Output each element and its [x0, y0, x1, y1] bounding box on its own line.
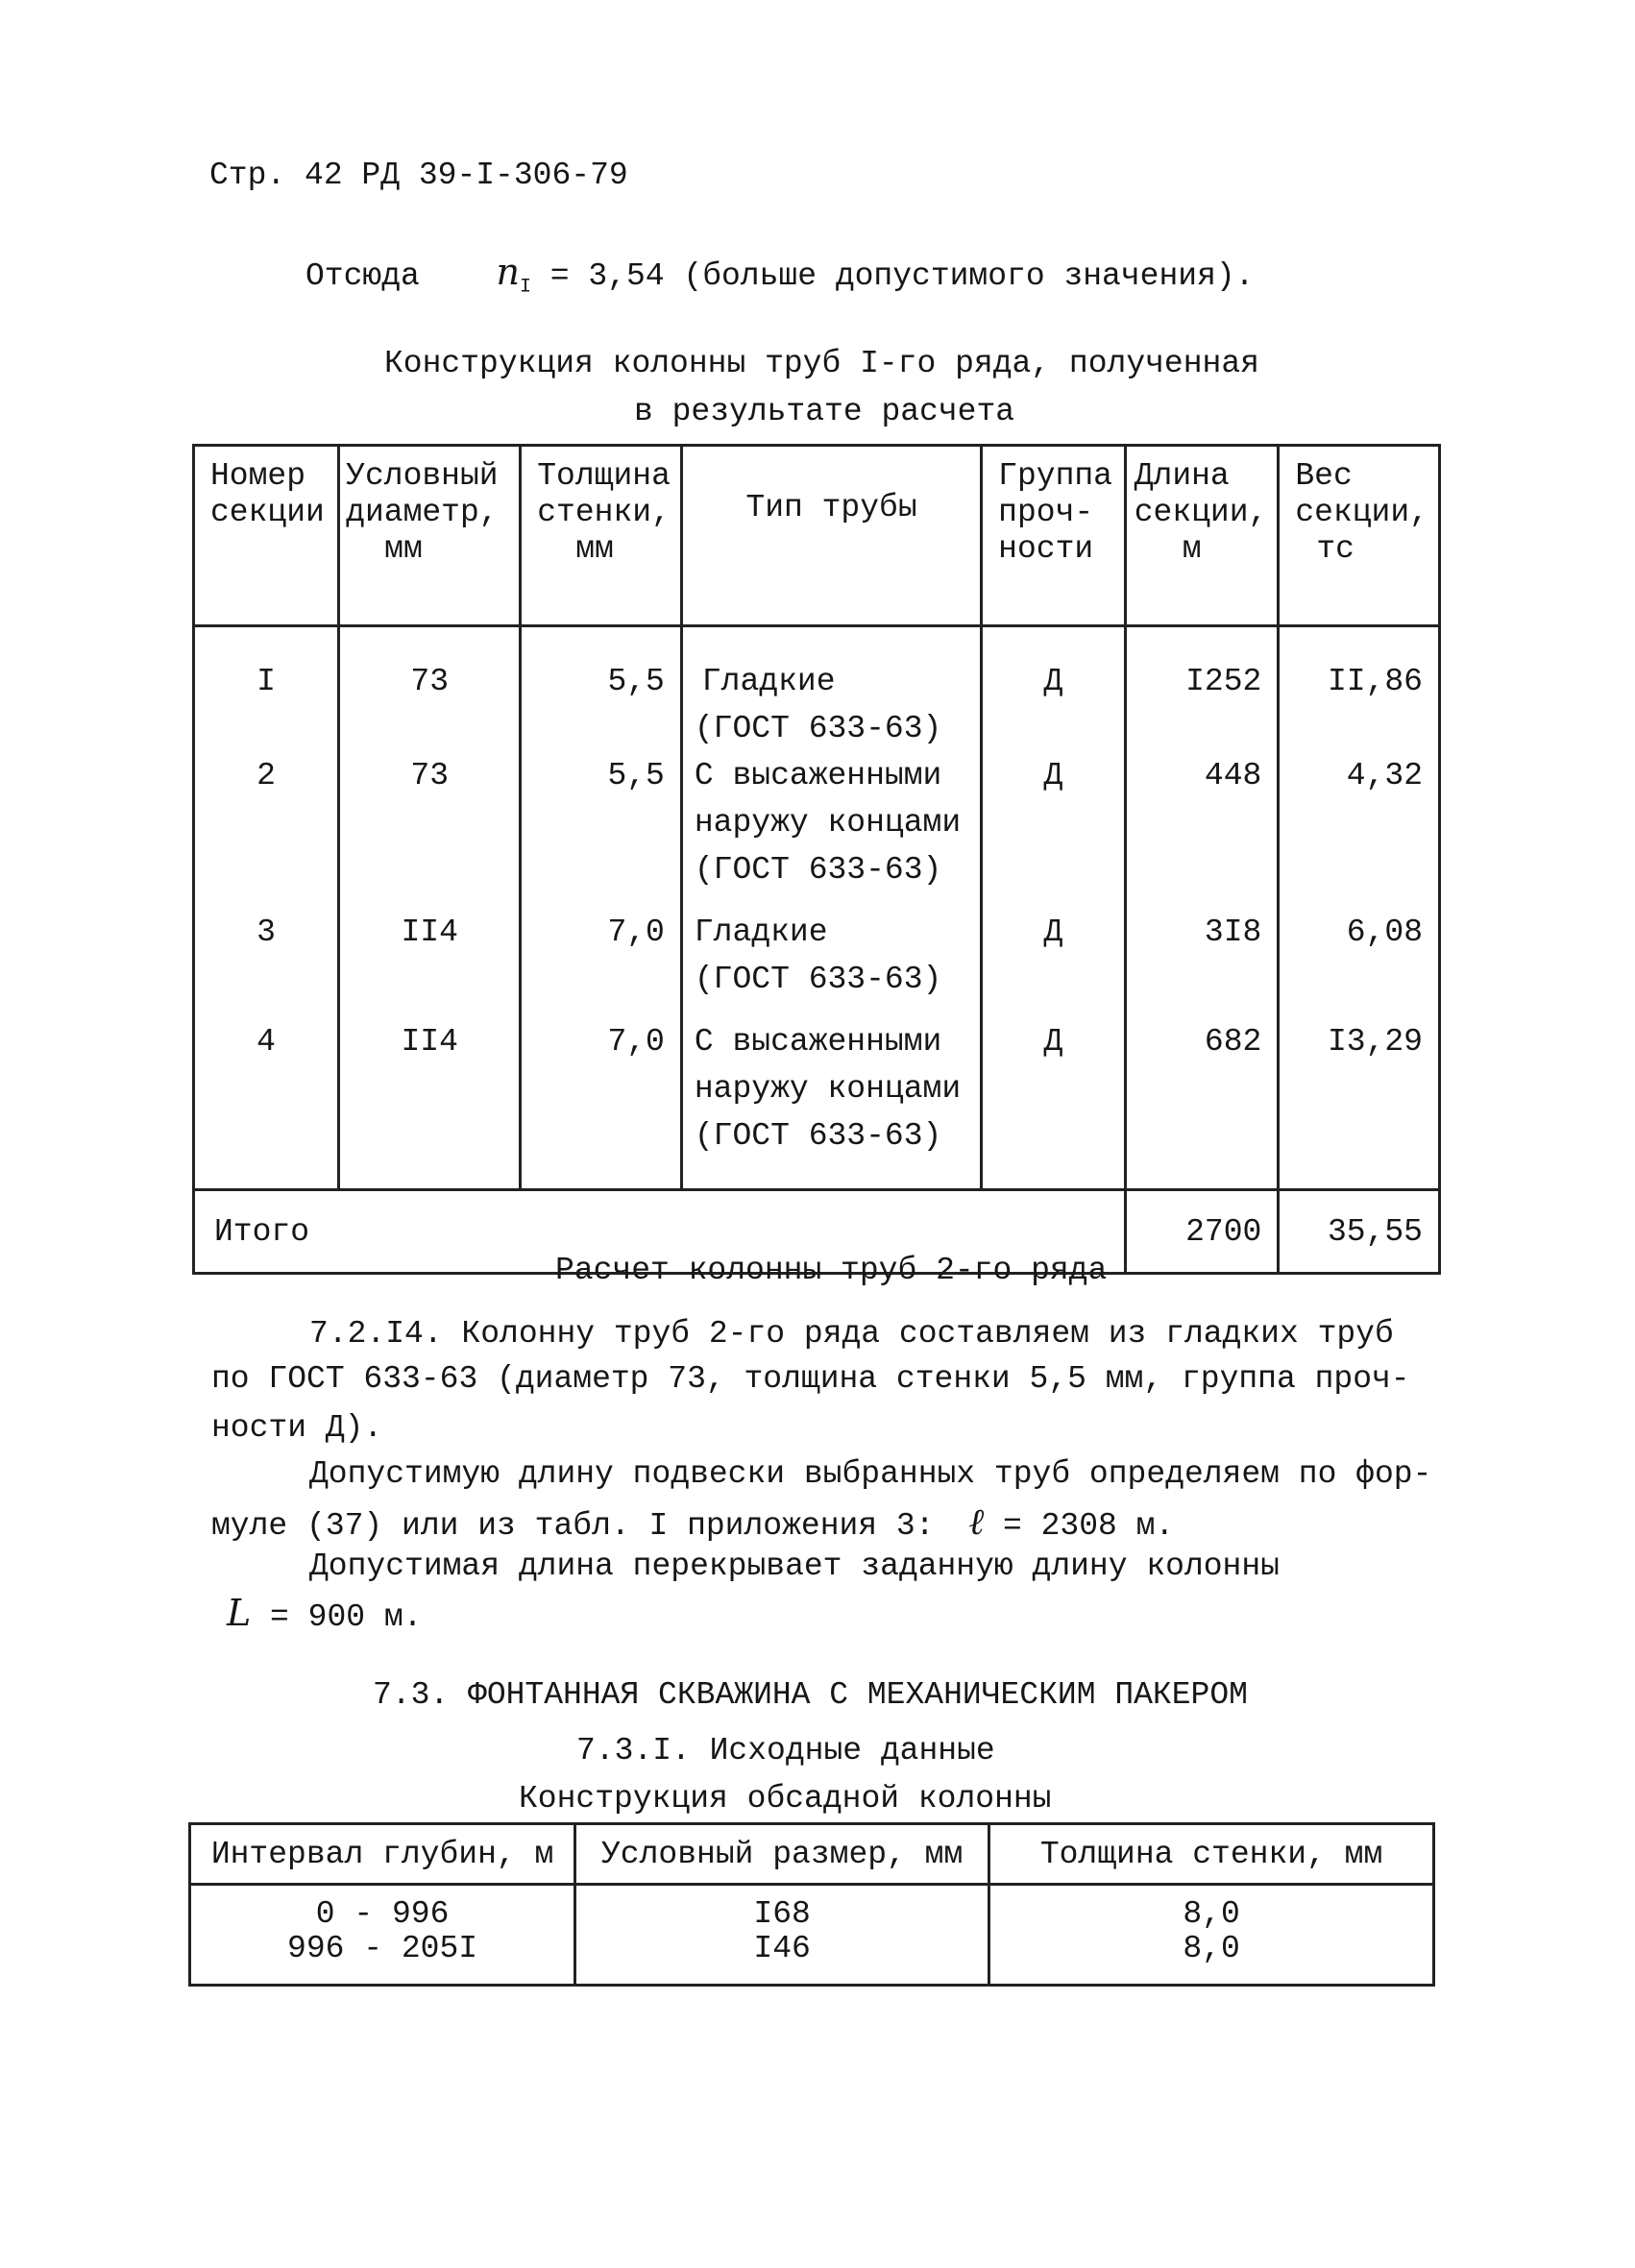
page-header: Стр. 42 РД 39-I-306-79	[209, 158, 628, 193]
total-label: Итого	[194, 1190, 1126, 1274]
section2-paragraph3-line1: Допустимая длина перекрывает заданную длину колонны	[309, 1549, 1280, 1584]
diameter-cell: 73	[339, 752, 521, 893]
col-header-wall-thickness: Толщина стенки, мм	[521, 446, 682, 626]
allowed-length-value: = 2308 м.	[1002, 1508, 1175, 1544]
hence-prefix: Отсюда	[305, 258, 420, 294]
length-cell: 448	[1125, 752, 1279, 893]
col-header-pipe-type: Тип трубы	[681, 446, 981, 626]
section-number-cell: 4	[194, 1003, 339, 1190]
weight-cell: I3,29	[1279, 1003, 1440, 1190]
section2-paragraph1-line3: ности Д).	[211, 1410, 383, 1446]
length-cell: 3I8	[1125, 893, 1279, 1003]
group-cell: Д	[982, 1003, 1126, 1190]
col-header-diameter: Условный диаметр, мм	[339, 446, 521, 626]
section2-paragraph2-line1: Допустимую длину подвески выбранных труб определяем по фор-	[309, 1456, 1432, 1492]
col-header-depth-interval: Интервал глубин, м	[190, 1824, 575, 1885]
table-row	[190, 1885, 1434, 1986]
pipe-type-cell: С высаженными наружу концами (ГОСТ 633-63)	[681, 1003, 981, 1190]
col-header-section-weight: Вес секции, тс	[1279, 446, 1440, 626]
pipe-type-cell: С высаженными наружу концами (ГОСТ 633-63)	[681, 752, 981, 893]
length-cell: 682	[1125, 1003, 1279, 1190]
wall-cell: 5,5	[521, 752, 682, 893]
casing-table-header-row	[190, 1824, 1434, 1885]
section2-paragraph3-line2	[227, 1592, 423, 1635]
total-weight: 35,55	[1279, 1190, 1440, 1274]
l-variable: ℓ	[968, 1500, 985, 1543]
wall-thickness-cell: 8,0 8,0	[989, 1885, 1434, 1986]
wall-cell: 5,5	[521, 626, 682, 753]
group-cell: Д	[982, 752, 1126, 893]
hence-line	[305, 251, 1255, 299]
section2-paragraph1-line2: по ГОСТ 633-63 (диаметр 73, толщина стенки 5,5 мм, группа проч-	[211, 1361, 1410, 1397]
section73-subtitle: 7.3.I. Исходные данные	[576, 1733, 995, 1768]
column-length-value: = 900 м.	[270, 1599, 423, 1635]
weight-cell: II,86	[1279, 626, 1440, 753]
col-header-section-number: Номер секции	[194, 446, 339, 626]
wall-cell: 7,0	[521, 1003, 682, 1190]
table1-header-row	[194, 446, 1440, 626]
table1-title-line2: в результате расчета	[634, 394, 1015, 429]
section-number-cell: 3	[194, 893, 339, 1003]
table1-title-line1: Конструкция колонны труб I-го ряда, полученная	[384, 346, 1259, 381]
col-header-strength-group: Группа проч- ности	[982, 446, 1126, 626]
wall-cell: 7,0	[521, 893, 682, 1003]
length-cell: I252	[1125, 626, 1279, 753]
pipe-string-table	[192, 444, 1441, 1275]
depth-interval-cell: 0 - 996 996 - 205I	[190, 1885, 575, 1986]
group-cell: Д	[982, 626, 1126, 753]
n-variable: n	[496, 251, 520, 293]
weight-cell: 4,32	[1279, 752, 1440, 893]
col-header-wall-thickness: Толщина стенки, мм	[989, 1824, 1434, 1885]
col-header-section-length: Длина секции, м	[1125, 446, 1279, 626]
casing-table	[188, 1822, 1435, 1987]
diameter-cell: II4	[339, 893, 521, 1003]
weight-cell: 6,08	[1279, 893, 1440, 1003]
pipe-type-cell: Гладкие (ГОСТ 633-63)	[681, 626, 981, 753]
table-row	[194, 1003, 1440, 1190]
diameter-cell: 73	[339, 626, 521, 753]
diameter-cell: II4	[339, 1003, 521, 1190]
section2-title: Расчет колонны труб 2-го ряда	[555, 1253, 1108, 1288]
casing-table-title: Конструкция обсадной колонны	[519, 1781, 1052, 1817]
n-subscript: I	[519, 276, 531, 299]
section2-paragraph1-line1: 7.2.I4. Колонну труб 2-го ряда составляем из гладких труб	[309, 1316, 1394, 1352]
table-row	[194, 752, 1440, 893]
table-row	[194, 893, 1440, 1003]
section-number-cell: I	[194, 626, 339, 753]
pipe-type-cell: Гладкие (ГОСТ 633-63)	[681, 893, 981, 1003]
section2-paragraph2-line2	[211, 1500, 1175, 1544]
section73-title: 7.3. ФОНТАННАЯ СКВАЖИНА С МЕХАНИЧЕСКИМ ПАКЕРОМ	[373, 1677, 1248, 1713]
group-cell: Д	[982, 893, 1126, 1003]
nominal-size-cell: I68 I46	[575, 1885, 989, 1986]
formula-text: муле (37) или из табл. I приложения 3:	[211, 1508, 935, 1544]
L-variable: L	[227, 1592, 252, 1634]
col-header-nominal-size: Условный размер, мм	[575, 1824, 989, 1885]
hence-rest: = 3,54 (больше допустимого значения).	[549, 258, 1255, 294]
section-number-cell: 2	[194, 752, 339, 893]
total-length: 2700	[1125, 1190, 1279, 1274]
table-row	[194, 626, 1440, 753]
